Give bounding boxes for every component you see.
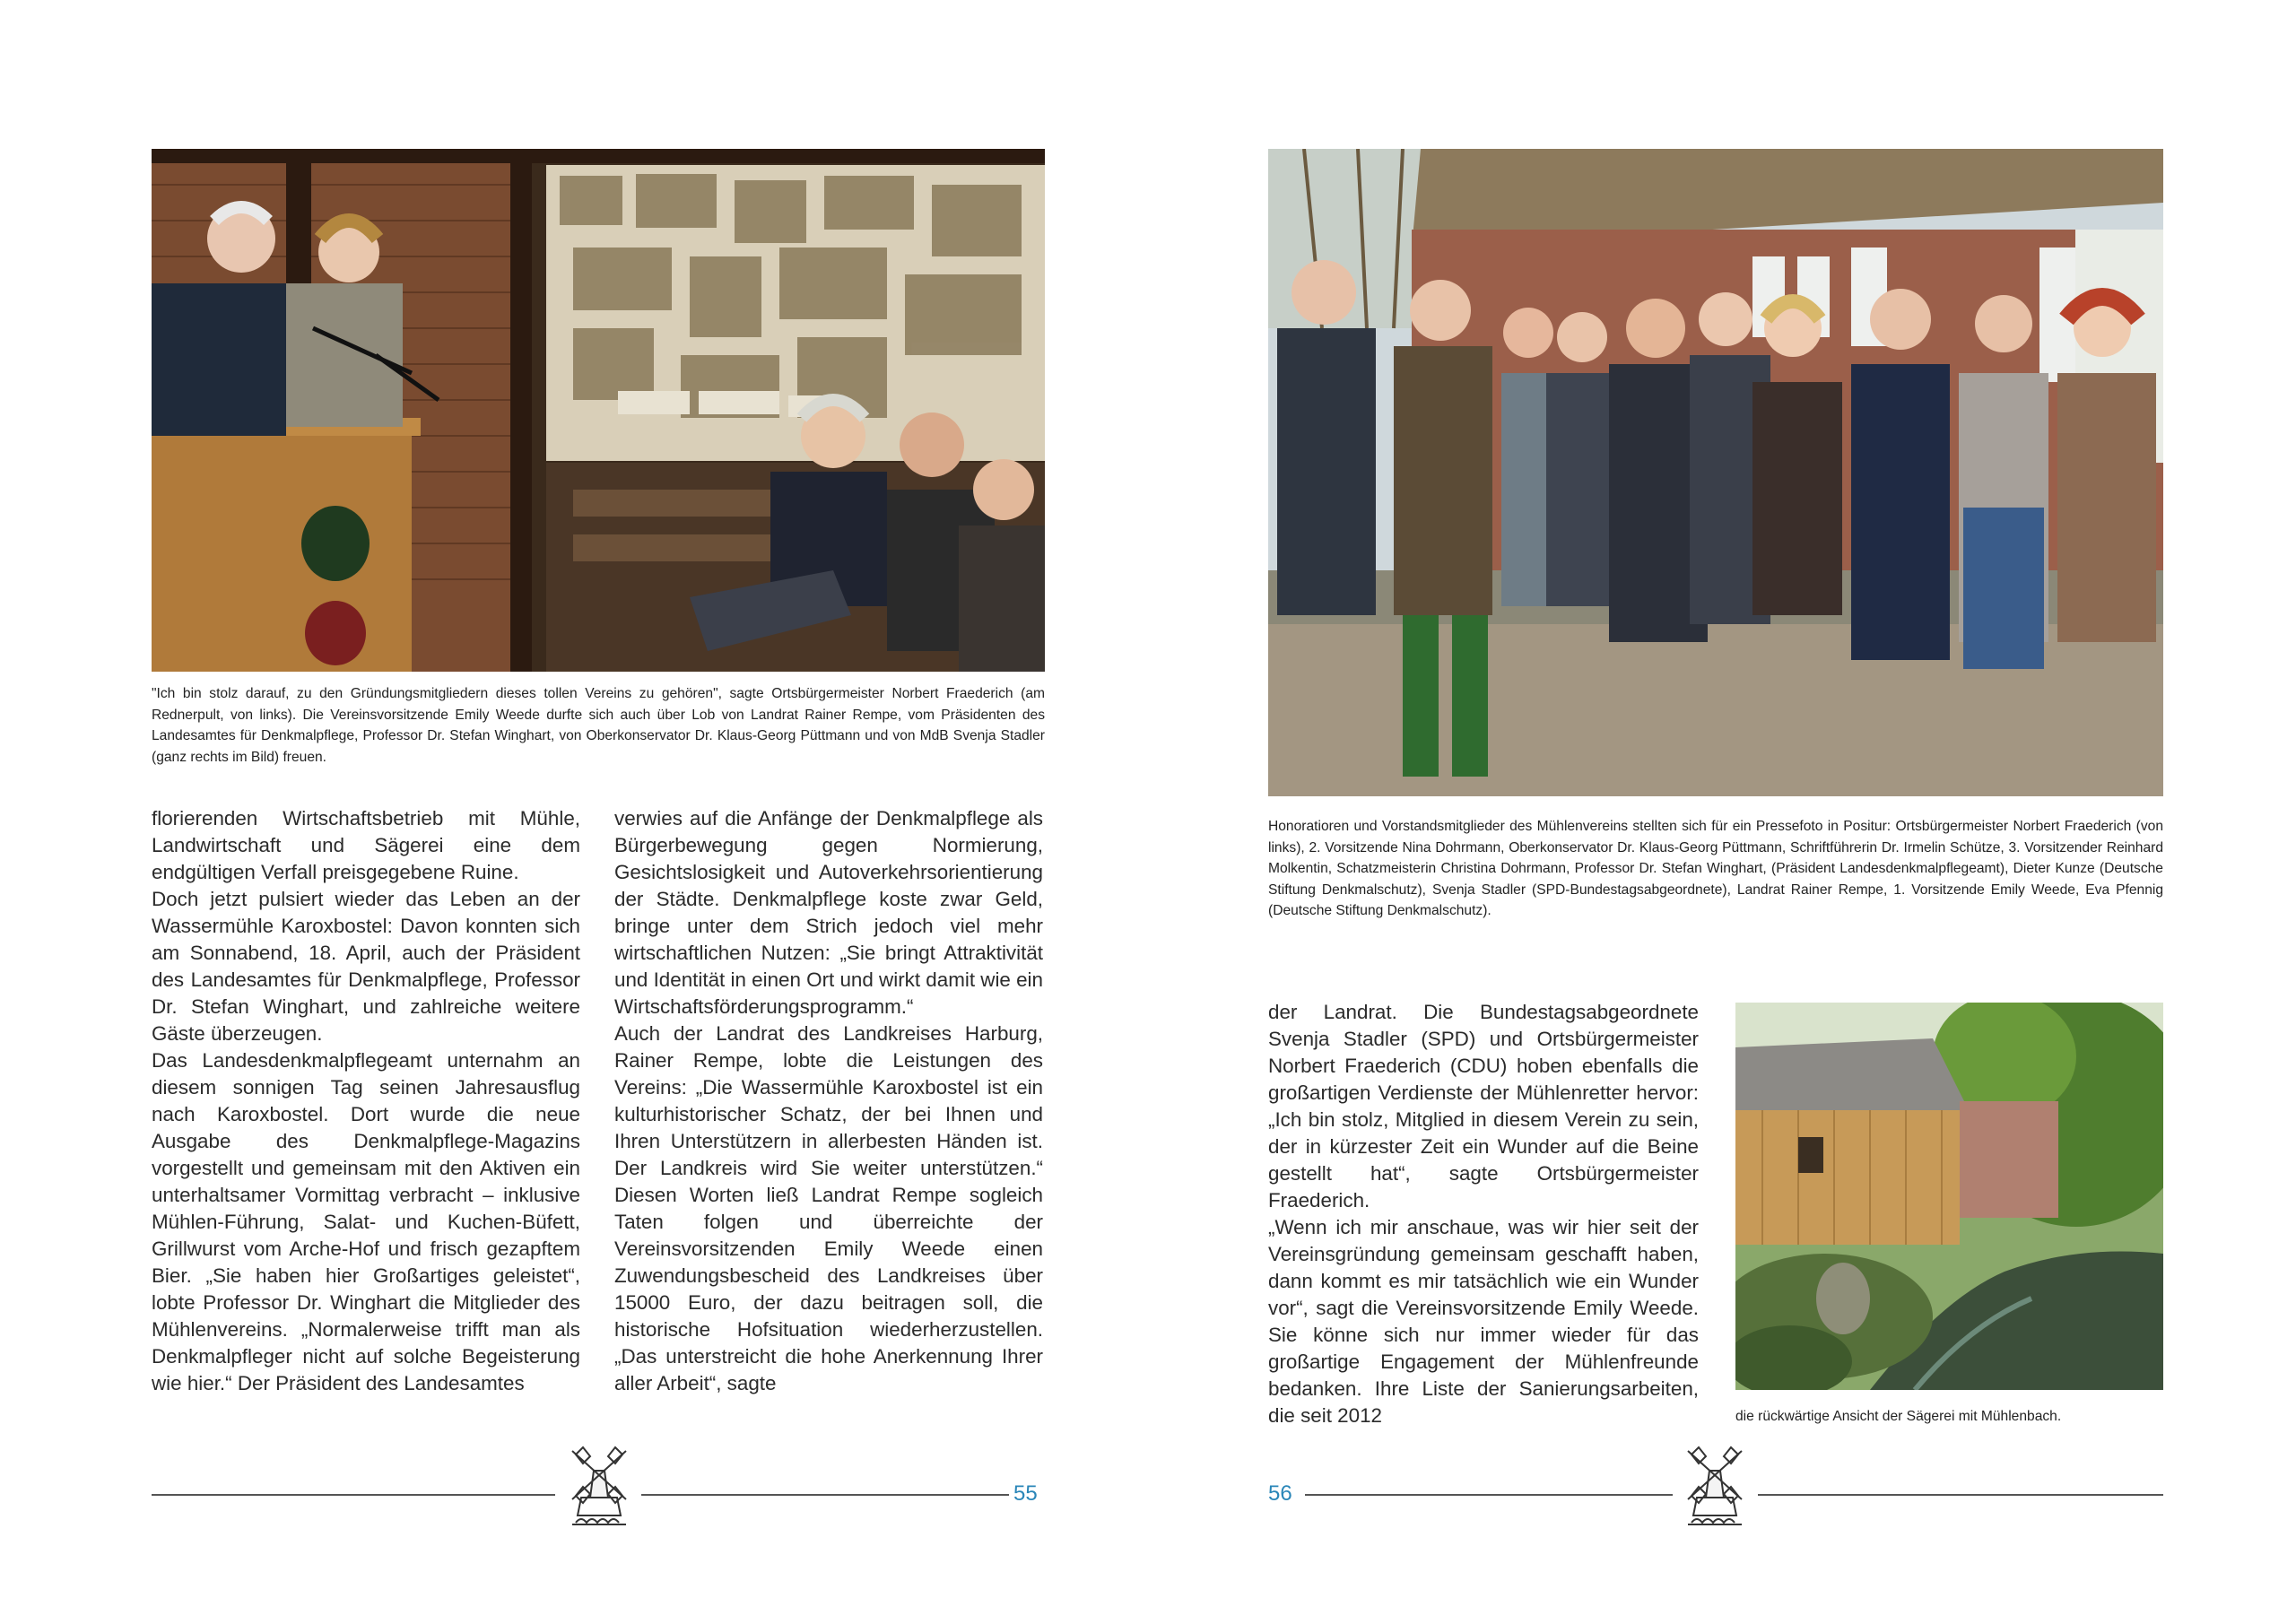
paragraph: Das Landesdenkmalpflegeamt unternahm an diesem sonnigen Tag seinen Jahresausflug nach Karoxbostel. Dort wurde die neue Ausgabe des Denkmalpflege-Magazins vorgestellt und gemeinsam mit den Aktiven ein unterhaltsamer Vormittag verbracht – inklusive Mühlen-Führung, Salat- und Kuchen-Büfett, Grillwurst vom Arche-Hof und frisch gezapftem Bier. „Sie haben hier Großartiges geleistet“, lobte Professor Dr. Winghart die Mitglieder des Mühlenvereins. „Normalerweise trifft man als Denkmalpfleger nicht auf solche Begeisterung wie hier.“ Der Präsident des Landesamtes xyxy=(152,1049,580,1394)
right-footer-rule-right xyxy=(1758,1494,2163,1496)
right-small-photo xyxy=(1735,1003,2163,1390)
left-footer-rule-left xyxy=(152,1494,555,1496)
group-photo-image xyxy=(1268,149,2163,796)
right-photo-caption: Honoratioren und Vorstandsmitglieder des Mühlenvereins stellten sich für ein Pressefoto in Positur: Ortsbürgermeister Norbert Fraederich (von links), 2. Vorsitzende Nina Dohrmann, Oberkonservator Dr. Klaus-Georg Püttmann, Schriftführerin Dr. Irmelin Schütze, 3. Vorsitzender Reinhard Molkentin, Schatzmeisterin Christina Dohrmann, Professor Dr. Stefan Winghart, (Präsident Landesdenkmalpflegeamt), Dieter Kunze (Deutsche Stiftung Denkmalschutz), Svenja Stadler (SPD-Bundestagsabgeordnete), Landrat Rainer Rempe, 1. Vorsitzende Emily Weede, Eva Pfennig (Deutsche Stiftung Denkmalschutz). xyxy=(1268,819,2163,918)
paragraph: Auch der Landrat des Landkreises Harburg, Rainer Rempe, lobte die Leistungen des Vereins: „Die Wassermühle Karoxbostel ist ein kulturhistorischer Schatz, der bei Ihnen und Ihren Unterstützern in allerbesten Händen ist. Der Landkreis wird Sie weiter unterstützen.“ Diesen Worten ließ Landrat Rempe sogleich Taten folgen und überreichte der Vereinsvorsitzenden Emily Weede einen Zuwendungsbescheid des Landkreises über 15000 Euro, der dazu beitragen soll, die historische Hofsituation wiederherzustellen. „Das unterstreicht die hohe Anerkennung Ihrer aller Arbeit“, sagte xyxy=(614,1022,1043,1394)
right-main-photo xyxy=(1268,149,2163,796)
paragraph: florierenden Wirtschaftsbetrieb mit Mühle, Landwirtschaft und Sägerei eine dem endgültigen Verfall preisgegebene Ruine. xyxy=(152,807,580,883)
left-photo-caption: "Ich bin stolz darauf, zu den Gründungsmitgliedern dieses tollen Vereins zu gehören", sagte Ortsbürgermeister Norbert Fraederich (am Rednerpult, von links). Die Vereinsvorsitzende Emily Weede durfte sich auch über Lob von Landrat Rainer Rempe, vom Präsidenten des Landesamtes für Denkmalpflege, Professor Dr. Stefan Winghart, von Oberkonservator Dr. Klaus-Georg Püttmann und von MdB Svenja Stadler (ganz rechts im Bild) freuen. xyxy=(152,686,1045,765)
paragraph: Doch jetzt pulsiert wieder das Leben an der Wassermühle Karoxbostel: Davon konnten sich am Sonnabend, 18. April, auch der Präsident des Landesamtes für Denkmalpflege, Professor Dr. Stefan Winghart, und zahlreiche weitere Gäste überzeugen. xyxy=(152,888,580,1045)
left-main-photo xyxy=(152,149,1045,672)
left-text-column-2 xyxy=(614,805,1043,1397)
page-number-right: 56 xyxy=(1268,1481,1292,1506)
windmill-icon xyxy=(563,1444,635,1533)
right-page xyxy=(1148,0,2296,1624)
left-footer-rule-right xyxy=(641,1494,1009,1496)
left-text-column-1 xyxy=(152,805,580,1397)
paragraph: der Landrat. Die Bundestagsabgeordnete Svenja Stadler (SPD) und Ortsbürgermeister Norbert Fraederich (CDU) hoben ebenfalls die großartigen Verdienste der Mühlenretter hervor: „Ich bin stolz, Mitglied in diesem Verein zu sein, der in kürzester Zeit ein Wunder auf die Beine gestellt hat“, sagte Ortsbürgermeister Fraederich. xyxy=(1268,1001,1699,1211)
sawmill-photo-image xyxy=(1735,1003,2163,1390)
right-text-column-1 xyxy=(1268,999,1699,1429)
right-small-photo-caption: die rückwärtige Ansicht der Sägerei mit Mühlenbach. xyxy=(1735,1409,2062,1424)
right-footer-rule-left xyxy=(1305,1494,1673,1496)
speech-photo-image xyxy=(152,149,1045,672)
paragraph: „Wenn ich mir anschaue, was wir hier seit der Vereinsgründung gemeinsam geschafft haben, dann kommt es mir tatsächlich wie ein Wunder vor“, sagt die Vereinsvorsitzende Emily Weede. Sie könne sich nur immer wieder für das großartige Engagement der Mühlenfreunde bedanken. Ihre Liste der Sanierungsarbeiten, die seit 2012 xyxy=(1268,1216,1699,1427)
paragraph: verwies auf die Anfänge der Denkmalpflege als Bürgerbewegung gegen Normierung, Gesichtslosigkeit und Autoverkehrsorientierung der Städte. Denkmalpflege koste zwar Geld, bringe unter dem Strich jedoch viel mehr wirtschaftlichen Nutzen: „Sie bringt Attraktivität und Identität in einen Ort und wirkt damit wie ein Wirtschaftsförderungsprogramm.“ xyxy=(614,807,1043,1018)
windmill-icon xyxy=(1679,1444,1751,1533)
page-number-left: 55 xyxy=(1013,1481,1038,1506)
